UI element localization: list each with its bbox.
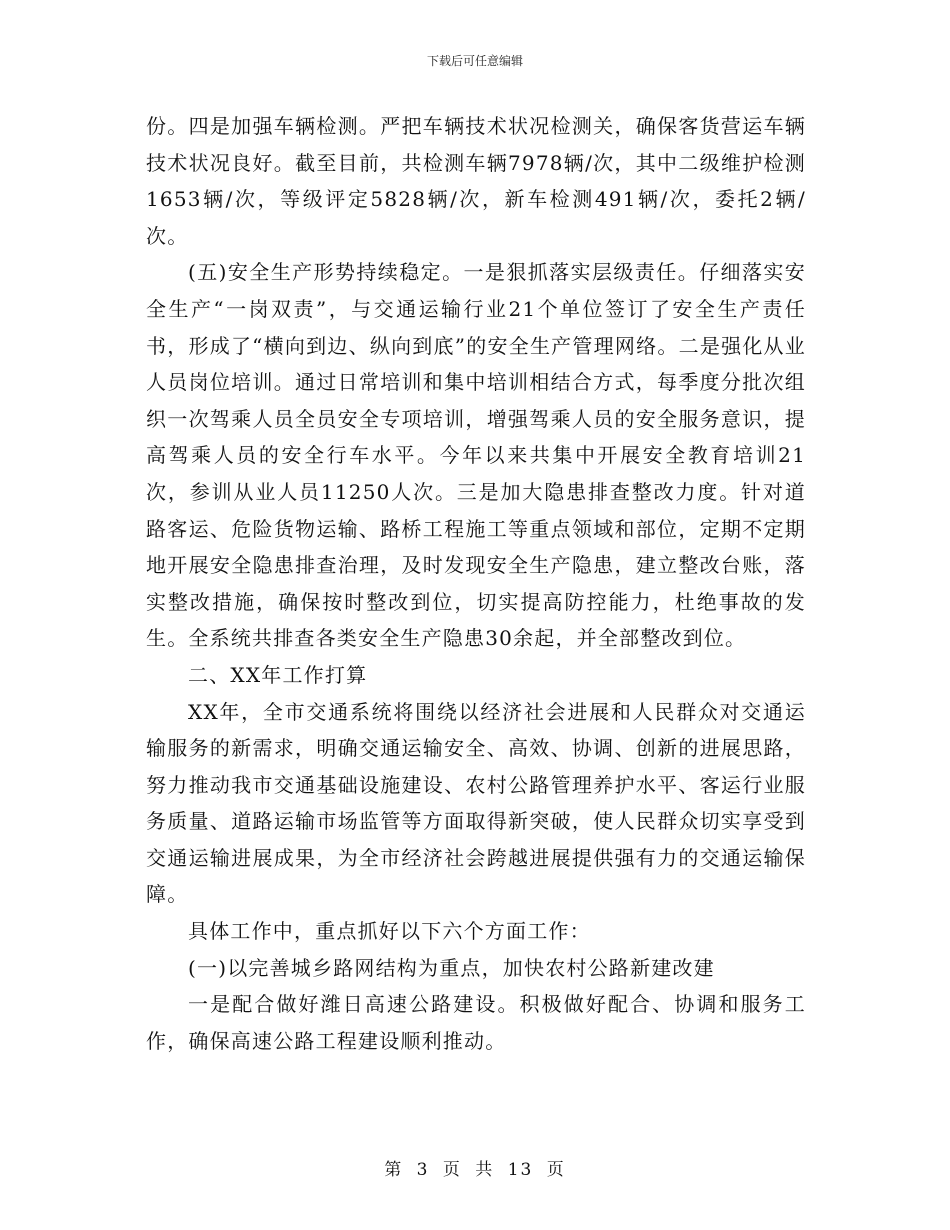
page-footer: 第 3 页 共 13 页	[384, 1160, 566, 1180]
paragraph-1: 份。四是加强车辆检测。严把车辆技术状况检测关，确保客货营运车辆技术状况良好。截至目前，共检测车辆7978辆/次，其中二级维护检测1653辆/次，等级评定5828辆/次，新车检测491辆/次，委托2辆/次。	[146, 114, 806, 248]
subsection-heading: (一)以完善城乡路网结构为重点，加快农村公路新建改建	[188, 955, 715, 980]
document-body	[146, 108, 806, 1059]
paragraph-3: XX年，全市交通系统将围绕以经济社会进展和人民群众对交通运输服务的新需求，明确交通运输安全、高效、协调、创新的进展思路，努力推动我市交通基础设施建设、农村公路管理养护水平、客运行业服务质量、道路运输市场监管等方面取得新突破，使人民群众切实享受到交通运输进展成果，为全市经济社会跨越进展提供强有力的交通运输保障。	[146, 699, 806, 907]
page-header: 下载后可任意编辑	[426, 54, 523, 68]
section-heading: 二、XX年工作打算	[188, 662, 368, 687]
paragraph-4: 具体工作中，重点抓好以下六个方面工作：	[188, 919, 591, 944]
paragraph-5: 一是配合做好潍日高速公路建设。积极做好配合、协调和服务工作，确保高速公路工程建设顺利推动。	[146, 992, 806, 1053]
paragraph-2: (五)安全生产形势持续稳定。一是狠抓落实层级责任。仔细落实安全生产“一岗双责”，与交通运输行业21个单位签订了安全生产责任书，形成了“横向到边、纵向到底”的安全生产管理网络。二是强化从业人员岗位培训。通过日常培训和集中培训相结合方式，每季度分批次组织一次驾乘人员全员安全专项培训，增强驾乘人员的安全服务意识，提高驾乘人员的安全行车水平。今年以来共集中开展安全教育培训21次，参训从业人员11250人次。三是加大隐患排查整改力度。针对道路客运、危险货物运输、路桥工程施工等重点领域和部位，定期不定期地开展安全隐患排查治理，及时发现安全生产隐患，建立整改台账，落实整改措施，确保按时整改到位，切实提高防控能力，杜绝事故的发生。全系统共排查各类安全生产隐患30余起，并全部整改到位。	[146, 260, 806, 651]
